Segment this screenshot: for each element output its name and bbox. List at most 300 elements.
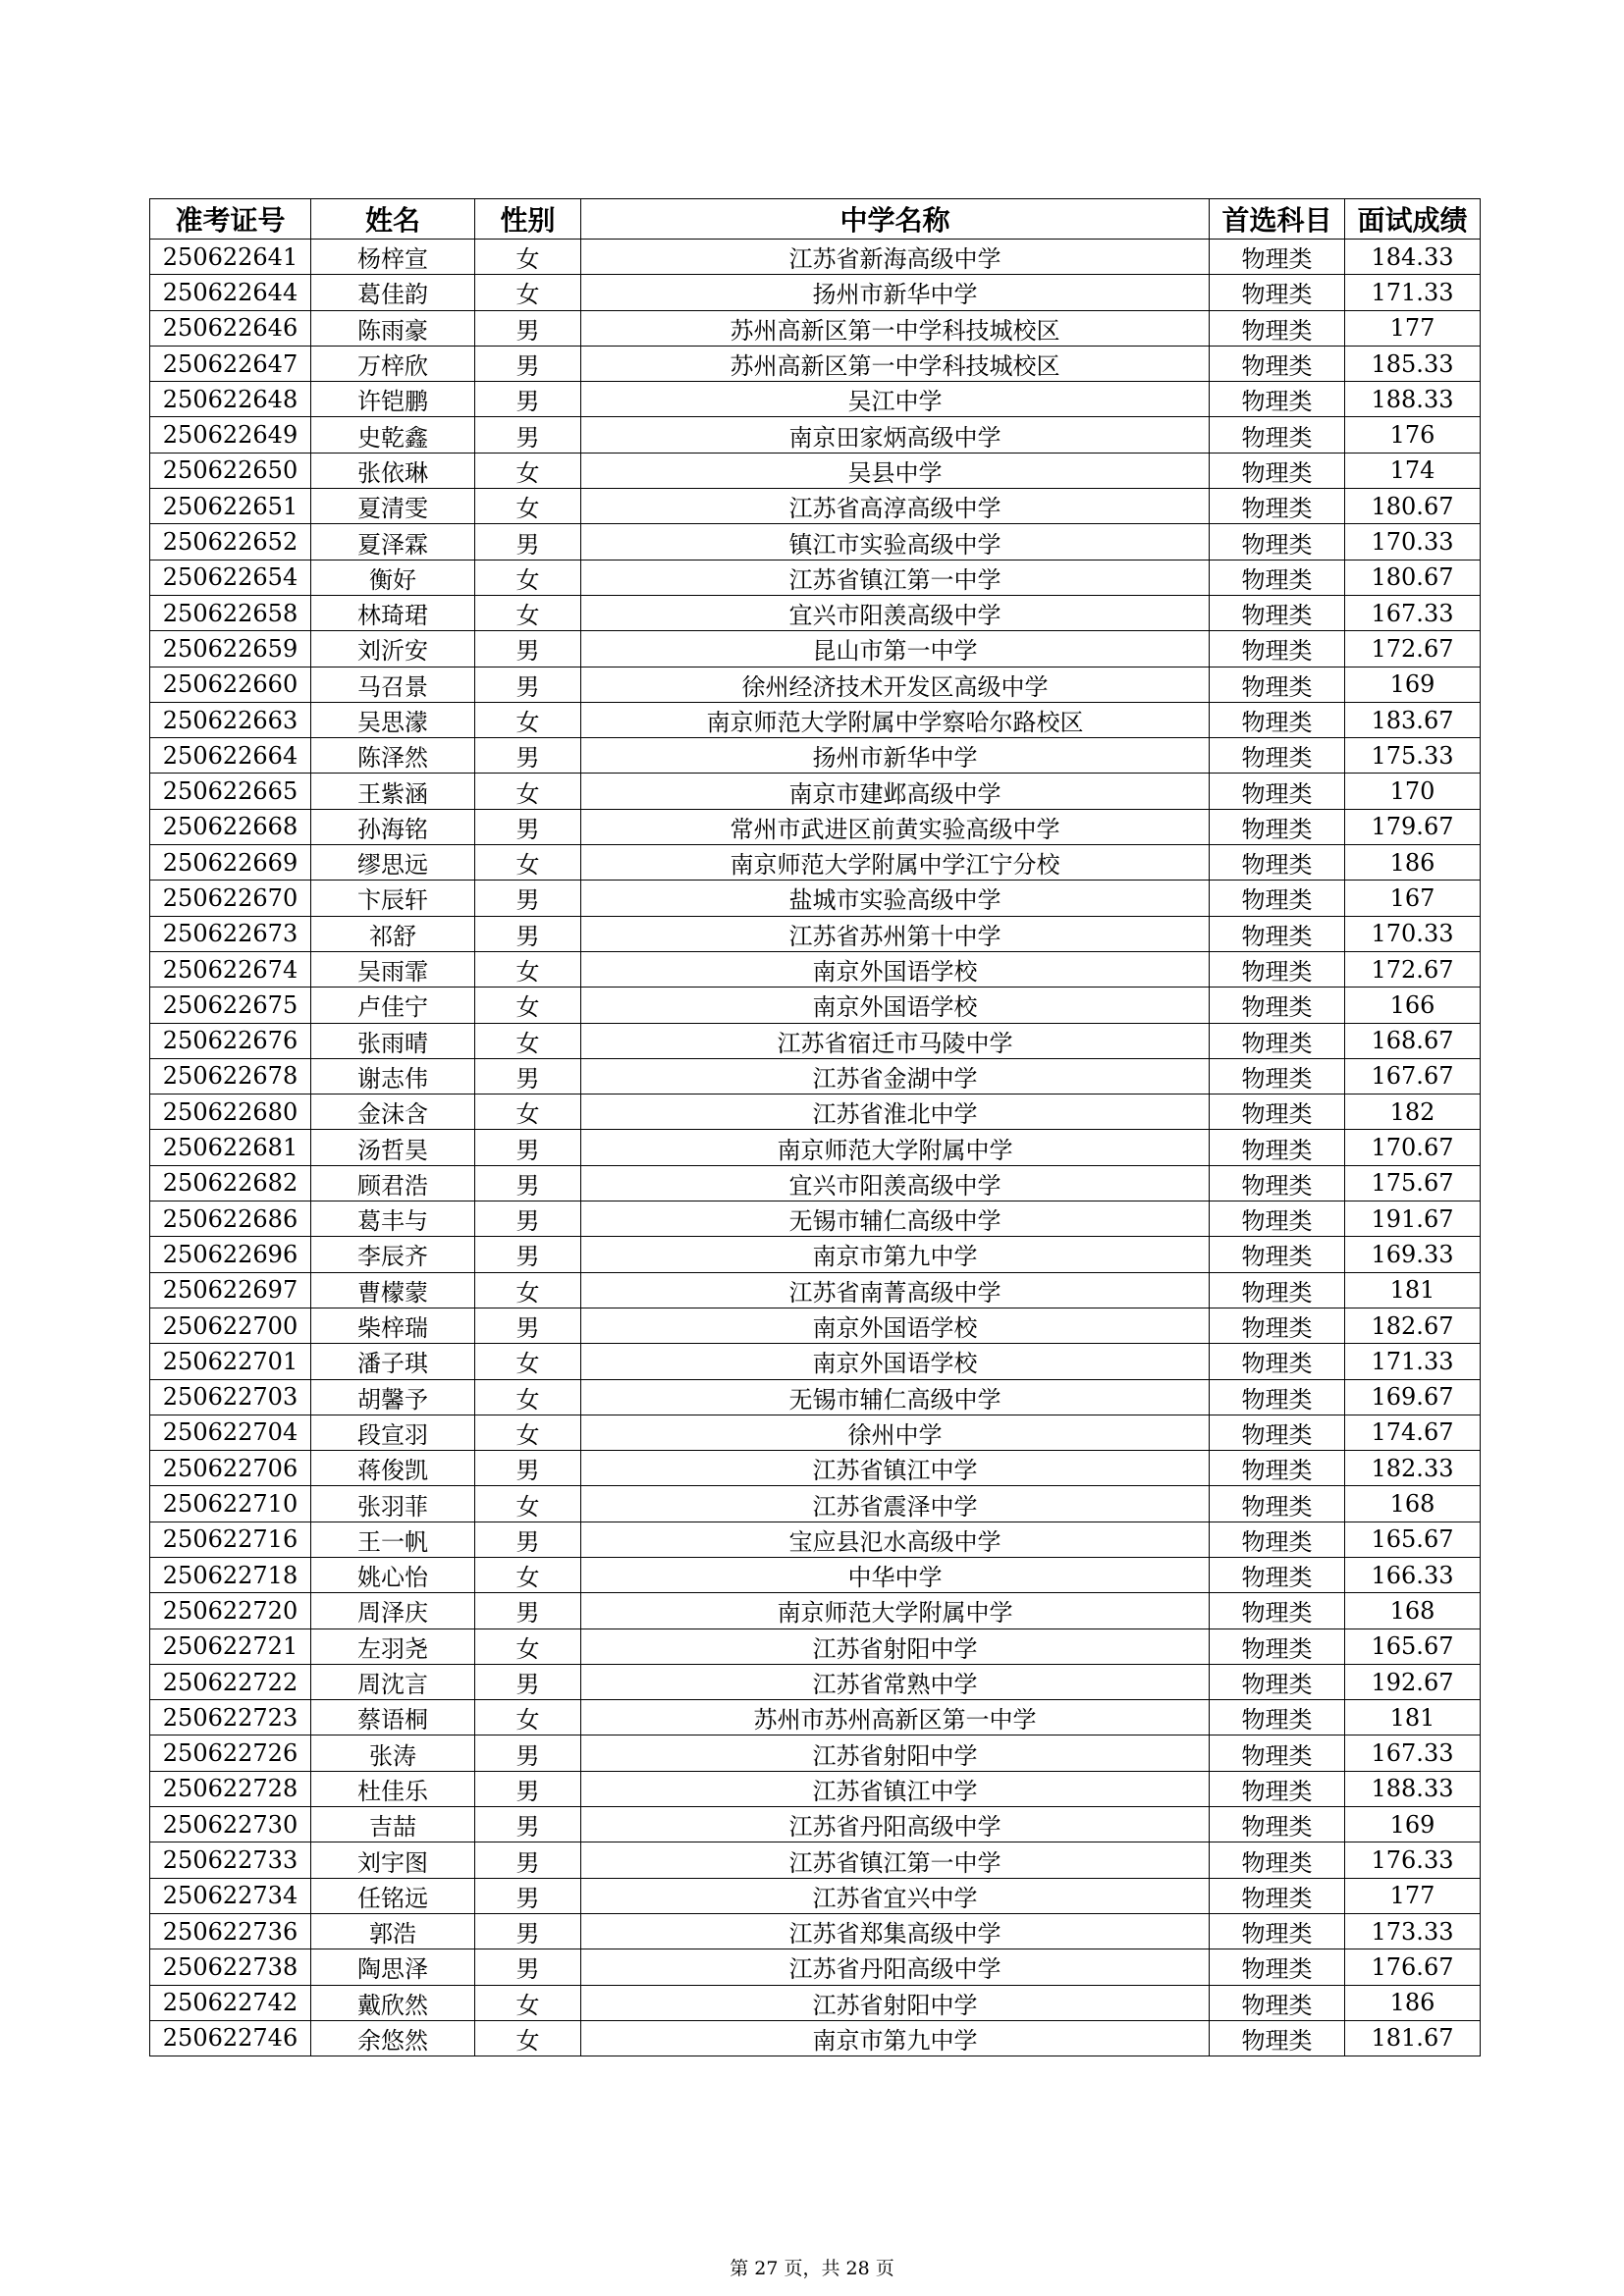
school-cell: 江苏省宜兴中学 [581, 1878, 1210, 1913]
gender-cell: 女 [475, 702, 581, 737]
score-cell: 184.33 [1345, 240, 1481, 275]
school-cell: 江苏省南菁高级中学 [581, 1272, 1210, 1308]
score-cell: 192.67 [1345, 1664, 1481, 1699]
exam-id-cell: 250622682 [150, 1165, 311, 1201]
school-cell: 江苏省镇江第一中学 [581, 560, 1210, 595]
school-cell: 无锡市辅仁高级中学 [581, 1201, 1210, 1237]
exam-id-cell: 250622742 [150, 1985, 311, 2020]
name-cell: 夏泽霖 [311, 524, 475, 560]
exam-id-cell: 250622716 [150, 1522, 311, 1557]
gender-cell: 男 [475, 1308, 581, 1343]
gender-cell: 女 [475, 1344, 581, 1379]
score-cell: 182.33 [1345, 1451, 1481, 1486]
score-table [149, 198, 1481, 2056]
exam-id-cell: 250622649 [150, 417, 311, 453]
table-row [150, 1058, 1481, 1094]
school-cell: 常州市武进区前黄实验高级中学 [581, 809, 1210, 844]
school-cell: 江苏省丹阳高级中学 [581, 1807, 1210, 1842]
subject-cell: 物理类 [1210, 809, 1345, 844]
score-cell: 176 [1345, 417, 1481, 453]
subject-cell: 物理类 [1210, 1557, 1345, 1592]
exam-id-cell: 250622652 [150, 524, 311, 560]
school-cell: 江苏省淮北中学 [581, 1095, 1210, 1130]
table-row [150, 240, 1481, 275]
table-row [150, 1557, 1481, 1592]
gender-cell: 女 [475, 988, 581, 1023]
score-cell: 172.67 [1345, 631, 1481, 667]
exam-id-cell: 250622723 [150, 1700, 311, 1735]
table-row [150, 702, 1481, 737]
school-cell: 南京师范大学附属中学 [581, 1130, 1210, 1165]
name-cell: 王紫涵 [311, 774, 475, 809]
name-cell: 金沫含 [311, 1095, 475, 1130]
name-cell: 蒋俊凯 [311, 1451, 475, 1486]
gender-cell: 男 [475, 417, 581, 453]
name-cell: 陈雨豪 [311, 310, 475, 346]
exam-id-cell: 250622704 [150, 1415, 311, 1450]
school-cell: 南京市第九中学 [581, 1237, 1210, 1272]
table-row [150, 1807, 1481, 1842]
score-cell: 180.67 [1345, 489, 1481, 524]
exam-id-cell: 250622730 [150, 1807, 311, 1842]
score-cell: 179.67 [1345, 809, 1481, 844]
table-row [150, 1522, 1481, 1557]
school-cell: 苏州高新区第一中学科技城校区 [581, 310, 1210, 346]
subject-cell: 物理类 [1210, 1130, 1345, 1165]
score-cell: 167.33 [1345, 595, 1481, 630]
table-row [150, 1023, 1481, 1058]
name-cell: 戴欣然 [311, 1985, 475, 2020]
name-cell: 任铭远 [311, 1878, 475, 1913]
school-cell: 南京师范大学附属中学察哈尔路校区 [581, 702, 1210, 737]
exam-id-cell: 250622710 [150, 1486, 311, 1522]
subject-cell: 物理类 [1210, 1735, 1345, 1771]
gender-cell: 女 [475, 1557, 581, 1592]
school-cell: 徐州经济技术开发区高级中学 [581, 667, 1210, 702]
name-cell: 张羽菲 [311, 1486, 475, 1522]
exam-id-cell: 250622680 [150, 1095, 311, 1130]
school-cell: 南京市建邺高级中学 [581, 774, 1210, 809]
exam-id-cell: 250622651 [150, 489, 311, 524]
table-row [150, 988, 1481, 1023]
subject-cell: 物理类 [1210, 881, 1345, 916]
subject-cell: 物理类 [1210, 1023, 1345, 1058]
table-row [150, 1201, 1481, 1237]
score-cell: 170.33 [1345, 524, 1481, 560]
score-cell: 183.67 [1345, 702, 1481, 737]
school-cell: 宜兴市阳羡高级中学 [581, 595, 1210, 630]
exam-id-cell: 250622665 [150, 774, 311, 809]
gender-cell: 女 [475, 1700, 581, 1735]
subject-cell: 物理类 [1210, 951, 1345, 987]
name-cell: 杜佳乐 [311, 1771, 475, 1806]
score-cell: 188.33 [1345, 1771, 1481, 1806]
table-row [150, 489, 1481, 524]
score-cell: 165.67 [1345, 1629, 1481, 1664]
name-cell: 卞辰轩 [311, 881, 475, 916]
exam-id-cell: 250622641 [150, 240, 311, 275]
table-row [150, 738, 1481, 774]
gender-cell: 女 [475, 2020, 581, 2056]
school-cell: 中华中学 [581, 1557, 1210, 1592]
table-row [150, 1735, 1481, 1771]
school-cell: 江苏省郑集高级中学 [581, 1913, 1210, 1949]
exam-id-cell: 250622736 [150, 1913, 311, 1949]
exam-id-cell: 250622697 [150, 1272, 311, 1308]
exam-id-cell: 250622668 [150, 809, 311, 844]
name-cell: 柴梓瑞 [311, 1308, 475, 1343]
header-gender: 性别 [475, 199, 581, 240]
name-cell: 蔡语桐 [311, 1700, 475, 1735]
exam-id-cell: 250622706 [150, 1451, 311, 1486]
school-cell: 南京外国语学校 [581, 1344, 1210, 1379]
score-cell: 176.33 [1345, 1842, 1481, 1878]
gender-cell: 男 [475, 916, 581, 951]
school-cell: 江苏省镇江中学 [581, 1451, 1210, 1486]
school-cell: 江苏省镇江第一中学 [581, 1842, 1210, 1878]
subject-cell: 物理类 [1210, 1985, 1345, 2020]
name-cell: 段宣羽 [311, 1415, 475, 1450]
subject-cell: 物理类 [1210, 667, 1345, 702]
score-cell: 182 [1345, 1095, 1481, 1130]
score-cell: 175.67 [1345, 1165, 1481, 1201]
gender-cell: 女 [475, 951, 581, 987]
table-row [150, 417, 1481, 453]
exam-id-cell: 250622648 [150, 382, 311, 417]
gender-cell: 男 [475, 1771, 581, 1806]
table-row [150, 1878, 1481, 1913]
score-cell: 172.67 [1345, 951, 1481, 987]
score-cell: 188.33 [1345, 382, 1481, 417]
name-cell: 张雨晴 [311, 1023, 475, 1058]
name-cell: 陶思泽 [311, 1949, 475, 1985]
school-cell: 镇江市实验高级中学 [581, 524, 1210, 560]
name-cell: 张依琳 [311, 453, 475, 488]
gender-cell: 男 [475, 1522, 581, 1557]
exam-id-cell: 250622696 [150, 1237, 311, 1272]
table-row [150, 951, 1481, 987]
exam-id-cell: 250622654 [150, 560, 311, 595]
score-cell: 170.33 [1345, 916, 1481, 951]
school-cell: 昆山市第一中学 [581, 631, 1210, 667]
subject-cell: 物理类 [1210, 1308, 1345, 1343]
school-cell: 南京师范大学附属中学江宁分校 [581, 845, 1210, 881]
subject-cell: 物理类 [1210, 1379, 1345, 1415]
table-row [150, 1165, 1481, 1201]
exam-id-cell: 250622646 [150, 310, 311, 346]
name-cell: 左羽尧 [311, 1629, 475, 1664]
table-row [150, 667, 1481, 702]
gender-cell: 女 [475, 774, 581, 809]
subject-cell: 物理类 [1210, 1201, 1345, 1237]
gender-cell: 男 [475, 1735, 581, 1771]
subject-cell: 物理类 [1210, 1700, 1345, 1735]
gender-cell: 女 [475, 1379, 581, 1415]
score-cell: 167.33 [1345, 1735, 1481, 1771]
exam-id-cell: 250622738 [150, 1949, 311, 1985]
score-cell: 176.67 [1345, 1949, 1481, 1985]
gender-cell: 女 [475, 1486, 581, 1522]
score-cell: 166 [1345, 988, 1481, 1023]
score-cell: 175.33 [1345, 738, 1481, 774]
gender-cell: 男 [475, 1201, 581, 1237]
table-row [150, 1451, 1481, 1486]
name-cell: 郭浩 [311, 1913, 475, 1949]
school-cell: 江苏省苏州第十中学 [581, 916, 1210, 951]
school-cell: 南京外国语学校 [581, 988, 1210, 1023]
name-cell: 曹檬蒙 [311, 1272, 475, 1308]
subject-cell: 物理类 [1210, 1878, 1345, 1913]
name-cell: 谢志伟 [311, 1058, 475, 1094]
subject-cell: 物理类 [1210, 1451, 1345, 1486]
score-cell: 181.67 [1345, 2020, 1481, 2056]
gender-cell: 男 [475, 1593, 581, 1629]
name-cell: 周泽庆 [311, 1593, 475, 1629]
subject-cell: 物理类 [1210, 1629, 1345, 1664]
gender-cell: 男 [475, 310, 581, 346]
subject-cell: 物理类 [1210, 1237, 1345, 1272]
gender-cell: 男 [475, 1878, 581, 1913]
exam-id-cell: 250622728 [150, 1771, 311, 1806]
score-cell: 168.67 [1345, 1023, 1481, 1058]
exam-id-cell: 250622650 [150, 453, 311, 488]
school-cell: 江苏省射阳中学 [581, 1629, 1210, 1664]
subject-cell: 物理类 [1210, 774, 1345, 809]
exam-id-cell: 250622670 [150, 881, 311, 916]
school-cell: 宝应县氾水高级中学 [581, 1522, 1210, 1557]
subject-cell: 物理类 [1210, 417, 1345, 453]
score-cell: 169.33 [1345, 1237, 1481, 1272]
school-cell: 南京外国语学校 [581, 951, 1210, 987]
table-row [150, 1985, 1481, 2020]
school-cell: 苏州高新区第一中学科技城校区 [581, 346, 1210, 381]
subject-cell: 物理类 [1210, 240, 1345, 275]
name-cell: 周沈言 [311, 1664, 475, 1699]
name-cell: 万梓欣 [311, 346, 475, 381]
name-cell: 李辰齐 [311, 1237, 475, 1272]
name-cell: 葛佳韵 [311, 275, 475, 310]
subject-cell: 物理类 [1210, 1095, 1345, 1130]
subject-cell: 物理类 [1210, 524, 1345, 560]
gender-cell: 男 [475, 1058, 581, 1094]
subject-cell: 物理类 [1210, 1165, 1345, 1201]
gender-cell: 男 [475, 738, 581, 774]
table-row [150, 1272, 1481, 1308]
header-exam-id: 准考证号 [150, 199, 311, 240]
gender-cell: 男 [475, 667, 581, 702]
table-row [150, 845, 1481, 881]
subject-cell: 物理类 [1210, 453, 1345, 488]
subject-cell: 物理类 [1210, 595, 1345, 630]
score-cell: 181 [1345, 1700, 1481, 1735]
gender-cell: 女 [475, 275, 581, 310]
name-cell: 潘子琪 [311, 1344, 475, 1379]
exam-id-cell: 250622701 [150, 1344, 311, 1379]
name-cell: 顾君浩 [311, 1165, 475, 1201]
score-cell: 174.67 [1345, 1415, 1481, 1450]
table-row [150, 774, 1481, 809]
school-cell: 吴江中学 [581, 382, 1210, 417]
name-cell: 刘宇图 [311, 1842, 475, 1878]
exam-id-cell: 250622733 [150, 1842, 311, 1878]
school-cell: 徐州中学 [581, 1415, 1210, 1450]
name-cell: 卢佳宁 [311, 988, 475, 1023]
header-row [150, 199, 1481, 240]
table-row [150, 382, 1481, 417]
subject-cell: 物理类 [1210, 1272, 1345, 1308]
school-cell: 南京外国语学校 [581, 1308, 1210, 1343]
score-cell: 169.67 [1345, 1379, 1481, 1415]
subject-cell: 物理类 [1210, 1842, 1345, 1878]
score-cell: 168 [1345, 1593, 1481, 1629]
school-cell: 苏州市苏州高新区第一中学 [581, 1700, 1210, 1735]
gender-cell: 女 [475, 1629, 581, 1664]
table-row [150, 1130, 1481, 1165]
exam-id-cell: 250622746 [150, 2020, 311, 2056]
school-cell: 江苏省金湖中学 [581, 1058, 1210, 1094]
school-cell: 江苏省丹阳高级中学 [581, 1949, 1210, 1985]
name-cell: 马召景 [311, 667, 475, 702]
score-cell: 186 [1345, 1985, 1481, 2020]
exam-id-cell: 250622722 [150, 1664, 311, 1699]
subject-cell: 物理类 [1210, 738, 1345, 774]
name-cell: 林琦珺 [311, 595, 475, 630]
exam-id-cell: 250622718 [150, 1557, 311, 1592]
exam-id-cell: 250622669 [150, 845, 311, 881]
subject-cell: 物理类 [1210, 1344, 1345, 1379]
gender-cell: 男 [475, 1165, 581, 1201]
gender-cell: 女 [475, 1272, 581, 1308]
score-cell: 182.67 [1345, 1308, 1481, 1343]
name-cell: 张涛 [311, 1735, 475, 1771]
gender-cell: 女 [475, 845, 581, 881]
subject-cell: 物理类 [1210, 310, 1345, 346]
exam-id-cell: 250622700 [150, 1308, 311, 1343]
school-cell: 无锡市辅仁高级中学 [581, 1379, 1210, 1415]
table-row [150, 1629, 1481, 1664]
name-cell: 史乾鑫 [311, 417, 475, 453]
subject-cell: 物理类 [1210, 916, 1345, 951]
name-cell: 王一帆 [311, 1522, 475, 1557]
table-row [150, 275, 1481, 310]
table-row [150, 560, 1481, 595]
score-cell: 165.67 [1345, 1522, 1481, 1557]
name-cell: 刘沂安 [311, 631, 475, 667]
exam-id-cell: 250622703 [150, 1379, 311, 1415]
gender-cell: 女 [475, 595, 581, 630]
name-cell: 许铠鹏 [311, 382, 475, 417]
exam-id-cell: 250622726 [150, 1735, 311, 1771]
school-cell: 盐城市实验高级中学 [581, 881, 1210, 916]
table-row [150, 1842, 1481, 1878]
name-cell: 夏清雯 [311, 489, 475, 524]
exam-id-cell: 250622647 [150, 346, 311, 381]
subject-cell: 物理类 [1210, 382, 1345, 417]
score-cell: 177 [1345, 310, 1481, 346]
subject-cell: 物理类 [1210, 631, 1345, 667]
school-cell: 扬州市新华中学 [581, 275, 1210, 310]
score-cell: 185.33 [1345, 346, 1481, 381]
gender-cell: 男 [475, 1842, 581, 1878]
gender-cell: 男 [475, 524, 581, 560]
gender-cell: 女 [475, 453, 581, 488]
name-cell: 葛丰与 [311, 1201, 475, 1237]
score-cell: 170 [1345, 774, 1481, 809]
gender-cell: 女 [475, 489, 581, 524]
name-cell: 陈泽然 [311, 738, 475, 774]
header-school: 中学名称 [581, 199, 1210, 240]
score-cell: 171.33 [1345, 1344, 1481, 1379]
subject-cell: 物理类 [1210, 346, 1345, 381]
school-cell: 南京师范大学附属中学 [581, 1593, 1210, 1629]
score-cell: 167 [1345, 881, 1481, 916]
table-row [150, 1593, 1481, 1629]
table-row [150, 631, 1481, 667]
exam-id-cell: 250622673 [150, 916, 311, 951]
name-cell: 汤哲昊 [311, 1130, 475, 1165]
table-row [150, 346, 1481, 381]
exam-id-cell: 250622663 [150, 702, 311, 737]
table-row [150, 1344, 1481, 1379]
gender-cell: 男 [475, 1451, 581, 1486]
gender-cell: 女 [475, 1095, 581, 1130]
subject-cell: 物理类 [1210, 1913, 1345, 1949]
table-body [150, 240, 1481, 2056]
subject-cell: 物理类 [1210, 489, 1345, 524]
subject-cell: 物理类 [1210, 1522, 1345, 1557]
name-cell: 吴雨霏 [311, 951, 475, 987]
score-cell: 170.67 [1345, 1130, 1481, 1165]
score-cell: 186 [1345, 845, 1481, 881]
table-row [150, 1664, 1481, 1699]
table-row [150, 1486, 1481, 1522]
exam-id-cell: 250622721 [150, 1629, 311, 1664]
school-cell: 江苏省镇江中学 [581, 1771, 1210, 1806]
exam-id-cell: 250622734 [150, 1878, 311, 1913]
table-row [150, 1415, 1481, 1450]
gender-cell: 男 [475, 1130, 581, 1165]
table-row [150, 809, 1481, 844]
header-name: 姓名 [311, 199, 475, 240]
subject-cell: 物理类 [1210, 1949, 1345, 1985]
gender-cell: 女 [475, 1415, 581, 1450]
name-cell: 吴思濛 [311, 702, 475, 737]
name-cell: 吉喆 [311, 1807, 475, 1842]
score-cell: 180.67 [1345, 560, 1481, 595]
subject-cell: 物理类 [1210, 702, 1345, 737]
table-row [150, 1949, 1481, 1985]
gender-cell: 男 [475, 881, 581, 916]
school-cell: 宜兴市阳羡高级中学 [581, 1165, 1210, 1201]
exam-id-cell: 250622658 [150, 595, 311, 630]
exam-id-cell: 250622681 [150, 1130, 311, 1165]
score-cell: 191.67 [1345, 1201, 1481, 1237]
gender-cell: 男 [475, 1664, 581, 1699]
name-cell: 姚心怡 [311, 1557, 475, 1592]
score-cell: 177 [1345, 1878, 1481, 1913]
score-cell: 169 [1345, 667, 1481, 702]
subject-cell: 物理类 [1210, 1058, 1345, 1094]
table-row [150, 1308, 1481, 1343]
score-cell: 166.33 [1345, 1557, 1481, 1592]
table-header [150, 199, 1481, 240]
gender-cell: 男 [475, 809, 581, 844]
score-cell: 168 [1345, 1486, 1481, 1522]
exam-id-cell: 250622674 [150, 951, 311, 987]
gender-cell: 男 [475, 1949, 581, 1985]
header-score: 面试成绩 [1345, 199, 1481, 240]
school-cell: 江苏省高淳高级中学 [581, 489, 1210, 524]
